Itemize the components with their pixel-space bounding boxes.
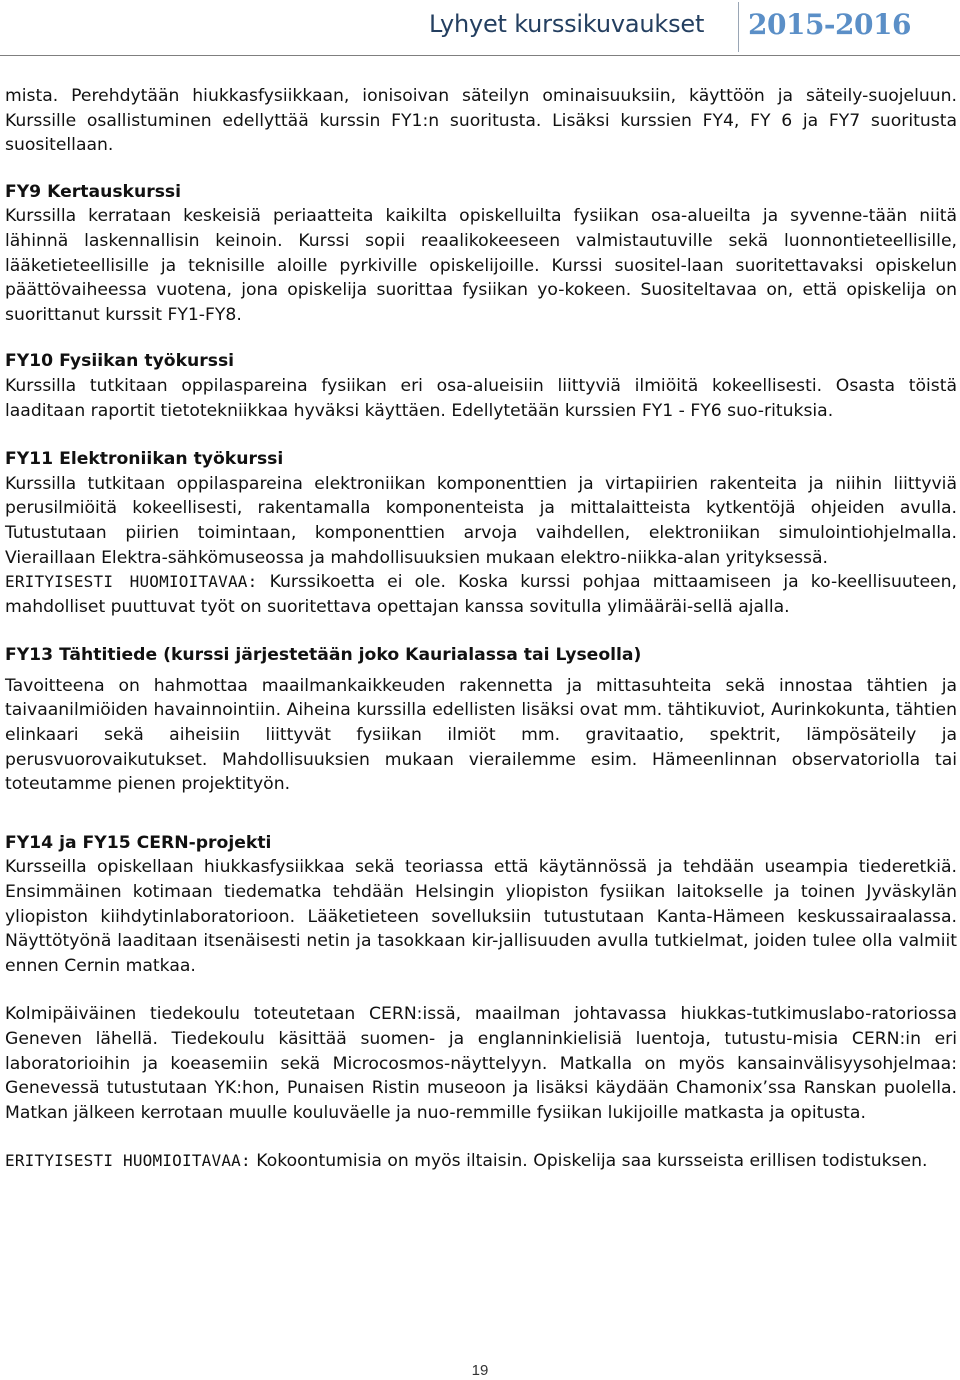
page-header xyxy=(0,0,960,56)
document-body xyxy=(5,84,957,1174)
fy14-note xyxy=(5,1149,957,1174)
fy13-description: Tavoitteena on hahmottaa maailmankaikkeuden rakennetta ja mittasuhteita sekä innostaa tähtien ja taivaanilmiöiden havainnointiin. Aiheina kurssilla edellisten lisäksi ovat mm. tähtikuviot, Aurinkokunta, tähtien elinkaari sekä aiheisiin liittyvät fysiikan ilmiöt mm. gravitaatio, spektrit, lämpösäteily ja perusvuorovaikutukset. Mahdollisuuksien mukaan vierailemme esim. Hämeenlinnan observatoriolla tai toteutamme pienen projektityön. xyxy=(5,675,957,795)
fy11-note-text: Kurssikoetta ei ole. Koska kurssi pohjaa mittaamiseen ja ko-keellisuuteen, mahdolliset puuttuvat työt on suoritettava opettajan kanssa sovitulla ylimääräi-sellä ajalla. xyxy=(5,572,957,617)
fy10-description: Kurssilla tutkitaan oppilaspareina fysiikan eri osa-alueisiin liittyviä ilmiöitä kokeellisesti. Osasta töistä laaditaan raportit tietotekniikkaa hyväksi käyttäen. Edellytetään kurssien FY1 - FY6 suo-rituksia. xyxy=(5,375,957,421)
fy11-note-label: ERITYISESTI HUOMIOITAVAA: xyxy=(5,572,258,592)
fy14-note-text: Kokoontumisia on myös iltaisin. Opiskelija saa kursseista erillisen todistuksen. xyxy=(256,1151,928,1172)
header-year: 2015-2016 xyxy=(748,8,911,41)
intro-paragraph: mista. Perehdytään hiukkasfysiikkaan, ionisoivan säteilyn ominaisuuksiin, käyttöön ja säteily-suojeluun. Kurssille osallistuminen edellyttää kurssin FY1:n suoritusta. Lisäksi kurssien FY4, FY 6 ja FY7 suoritusta suositellaan. xyxy=(5,86,957,156)
fy14-note-label: ERITYISESTI HUOMIOITAVAA: xyxy=(5,1151,251,1171)
fy11-heading: FY11 Elektroniikan työkurssi xyxy=(5,449,284,470)
fy9-heading: FY9 Kertauskurssi xyxy=(5,181,182,202)
fy11-description: Kurssilla tutkitaan oppilaspareina elektroniikan komponenttien ja virtapiirien rakenteita ja niihin liittyviä perusilmiöitä kokeellisesti, rakentamalla komponenteista ja mittalaitteista kytkentöjä ohjeiden avulla. Tutustutaan piirien toimintaan, komponenttien arvoja vaihdellen, elektroniikan simulointiohjelmalla. Vieraillaan Elektra-sähkömuseossa ja mahdollisuuksien mukaan elektro-niikka-alan yrityksessä. xyxy=(5,473,957,568)
fy14-description: Kursseilla opiskellaan hiukkasfysiikkaa sekä teoriassa että käytännössä ja tehdään useampia tiederetkiä. Ensimmäinen kotimaan tiedematka tehdään Helsingin yliopiston fysiikan laitokselle ja toinen Jyväskylän yliopiston kiihdytinlaboratorioon. Lääketieteen sovelluksiin tutustutaan Kanta-Hämeen keskussairaalassa. Näyttötyönä laaditaan itsenäisesti netin ja tasokkaan kir-jallisuuden avulla tutkielmat, joiden tulee olla valmiit ennen Cernin matkaa. xyxy=(5,857,957,976)
header-divider xyxy=(738,2,739,52)
fy11-note xyxy=(5,570,957,619)
header-rule xyxy=(0,55,960,56)
page-number: 19 xyxy=(471,1362,489,1379)
fy13-heading: FY13 Tähtitiede (kurssi järjestetään joko Kaurialassa tai Lyseolla) xyxy=(5,645,642,666)
header-title: Lyhyet kurssikuvaukset xyxy=(429,10,705,38)
fy14-heading: FY14 ja FY15 CERN-projekti xyxy=(5,832,272,853)
fy14-description-2: Kolmipäiväinen tiedekoulu toteutetaan CERN:issä, maailman johtavassa hiukkas-tutkimuslabo-ratoriossa Geneven lähellä. Tiedekoulu käsittää suomen- ja englanninkielisiä luentoja, tutustu-misia CERN:in eri laboratorioihin ja koeasemiin sekä Microcosmos-näyttelyyn. Matkalla on myös kansainvälisyysohjelmaa: Genevessä tutustutaan YK:hon, Punaisen Ristin museoon ja lisäksi käydään Chamonix’ssa Ranskan puolella. Matkan jälkeen kerrotaan muulle kouluväelle ja nuo-remmille fysiikan lukijoille matkasta ja opitusta. xyxy=(5,1004,957,1123)
fy10-heading: FY10 Fysiikan työkurssi xyxy=(5,351,235,372)
fy9-description: Kurssilla kerrataan keskeisiä periaatteita kaikilta opiskelluilta fysiikan osa-alueilta ja syvenne-tään niitä lähinnä laskennallisin keinoin. Kurssi sopii reaalikokeeseen valmistautuville sekä luonnontieteellisille, lääketieteellisille ja teknisille aloille pyrkiville opiskelijoille. Kurssi suositel-laan suoritettavaksi opiskelun päättövaiheessa vuotena, jona opiskelija suorittaa fysiikan yo-kokeen. Suositeltavaa on, että opiskelija on suorittanut kurssit FY1-FY8. xyxy=(5,206,957,325)
